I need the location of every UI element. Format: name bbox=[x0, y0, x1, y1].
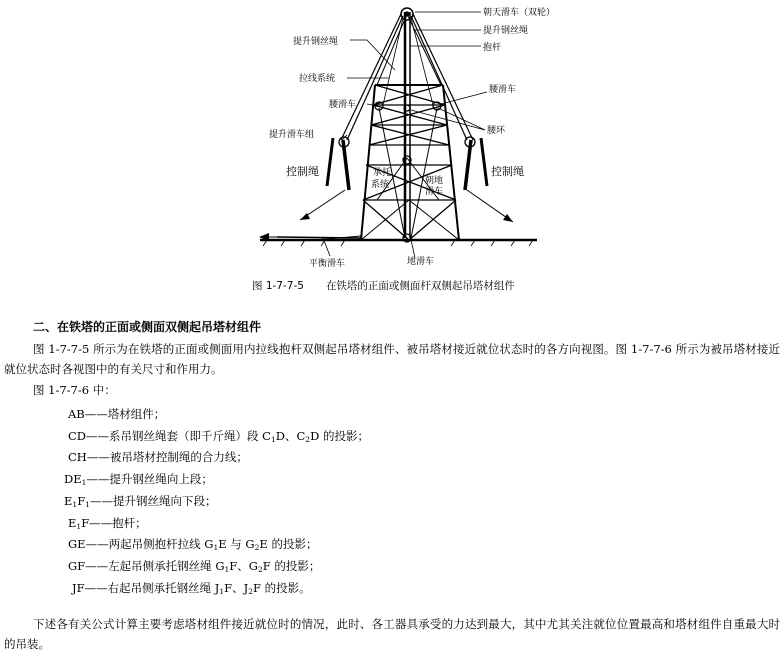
definition-e1f1: $E_1F_1——$提升钢丝绳向下段； bbox=[64, 494, 217, 509]
label-ground-pulley-inner-1: 朝地 bbox=[425, 176, 444, 186]
definition-ch: CH——被吊塔材控制绳的合力线； bbox=[68, 450, 248, 464]
definition-ge: GE——两起吊侧抱杆拉线 $G_1E$ 与 $G_2E$ 的投影； bbox=[68, 537, 318, 552]
lifted-member-left bbox=[343, 140, 349, 190]
section-title: 二、在铁塔的正面或侧面双侧起吊塔材组件 bbox=[33, 320, 262, 334]
tower-diagram bbox=[255, 0, 556, 272]
definition-gf: GF——左起吊侧承托钢丝绳 $G_1F$、$G_2F$ 的投影； bbox=[68, 559, 321, 574]
label-control-rope-right: 控制绳 bbox=[491, 165, 524, 178]
definition-cd: CD——系吊钢丝绳套（即千斤绳）段 $C_1D$、$C_2D$ 的投影； bbox=[68, 429, 369, 444]
figure-caption-text: 在铁塔的正面或侧面杆双侧起吊塔材组件 bbox=[325, 280, 515, 292]
label-pole: 抱杆 bbox=[483, 43, 502, 53]
definition-e1f: $E_1F——$抱杆； bbox=[68, 516, 147, 531]
label-lift-rope-right: 提升钢丝绳 bbox=[483, 26, 529, 36]
paragraph-intro: 图 1-7-7-5 所示为在铁塔的正面或侧面用内拉线抱杆双侧起吊塔材组件、被吊塔材接近就位状态时的各方向视图。图 1-7-7-6 所示为被吊塔材接近就位状态时各视图中的有关尺寸和作用力。 bbox=[4, 342, 780, 376]
label-ground-pulley-inner-2: 滑车 bbox=[425, 187, 444, 197]
label-guy-system: 拉线系统 bbox=[299, 74, 336, 84]
paragraph-calculation-note: 下述各有关公式计算主要考虑塔材组件接近就位时的情况，此时、各工器具承受的力达到最大，其中尤其关注就位位置最高和塔材组件自重最大时的吊装。 bbox=[4, 617, 780, 651]
label-balance-pulley: 平衡滑车 bbox=[309, 259, 346, 269]
label-ground-pulley: 地滑车 bbox=[407, 257, 435, 267]
definition-de1: $DE_1——$提升钢丝绳向上段； bbox=[64, 472, 213, 487]
figure-number: 图 1-7-7-5 bbox=[252, 280, 304, 292]
label-lift-pulley-group: 提升滑车组 bbox=[269, 130, 315, 140]
label-lift-rope-left: 提升钢丝绳 bbox=[293, 37, 339, 47]
label-waist-pulley-right: 腰滑车 bbox=[489, 85, 517, 95]
definition-ab: AB——塔材组件； bbox=[68, 407, 166, 421]
definition-jf: JF——右起吊侧承托钢丝绳 $J_1F$、$J_2F$ 的投影。 bbox=[72, 581, 311, 596]
label-waist-ring: 腰环 bbox=[487, 126, 506, 136]
label-support-system-1: 承托 bbox=[373, 168, 392, 178]
label-control-rope-left: 控制绳 bbox=[286, 165, 319, 178]
label-top-pulley: 朝天滑车（双轮） bbox=[483, 8, 556, 18]
figure-note: 图 1-7-7-6 中： bbox=[33, 383, 116, 397]
tower-lifting-figure bbox=[255, 0, 556, 272]
label-support-system-2: 系统 bbox=[371, 180, 390, 190]
figure-caption bbox=[252, 278, 515, 293]
lifted-member-right bbox=[465, 140, 471, 190]
lift-rope-right bbox=[413, 14, 473, 140]
label-waist-pulley-left: 腰滑车 bbox=[329, 100, 357, 110]
